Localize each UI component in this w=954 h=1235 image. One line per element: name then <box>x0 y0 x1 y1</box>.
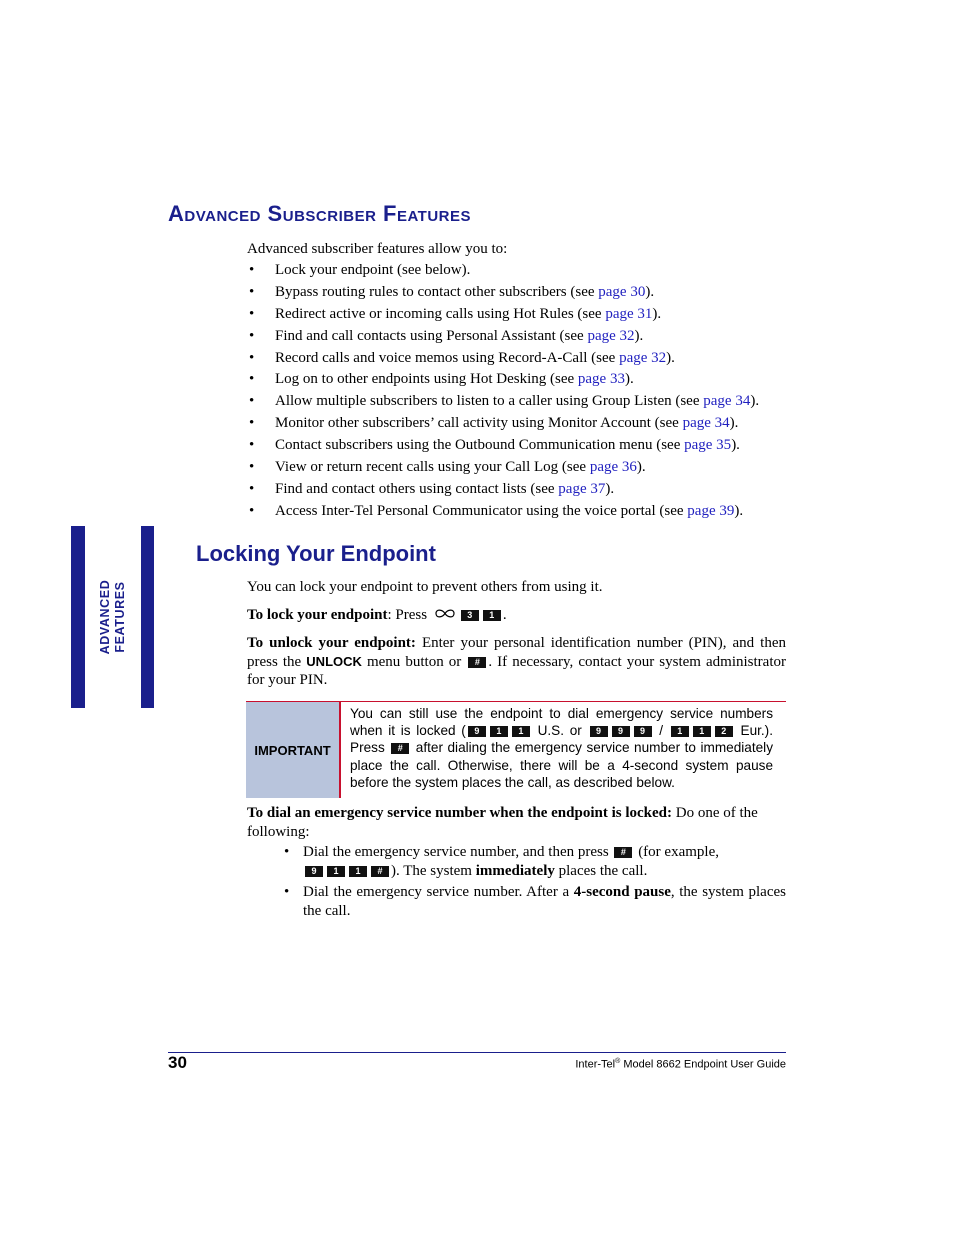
unlock-instruction: To unlock your endpoint: Enter your personal identification number (PIN), and then press the UNLOCK menu button or # . If necessary, contact your system administrator for your PIN. <box>247 635 786 688</box>
emergency-label: To dial an emergency service number when the endpoint is locked: <box>247 805 673 821</box>
key-9: 9 <box>468 726 486 737</box>
list-item: • Contact subscribers using the Outbound Communication menu (see page 35). <box>247 435 759 457</box>
important-label: IMPORTANT <box>246 702 339 798</box>
key-1: 1 <box>693 726 711 737</box>
locking-intro: You can lock your endpoint to prevent others from using it. <box>247 579 603 595</box>
emergency-options <box>280 843 786 923</box>
feature-list <box>247 260 759 523</box>
unlock-label: To unlock your endpoint: <box>247 635 416 651</box>
key-1: 1 <box>512 726 530 737</box>
list-item: • Redirect active or incoming calls using Hot Rules (see page 31). <box>247 304 759 326</box>
page-link[interactable]: page 33 <box>577 371 625 388</box>
side-tab-inner <box>85 526 141 708</box>
list-item: • Find and call contacts using Personal Assistant (see page 32). <box>247 326 759 348</box>
key-9: 9 <box>634 726 652 737</box>
side-tab-line1: ADVANCED <box>98 579 112 655</box>
page-link[interactable]: page 32 <box>619 349 667 366</box>
side-tab-label <box>98 580 128 655</box>
key-1: 1 <box>327 866 345 877</box>
feature-key-icon <box>433 608 457 619</box>
list-item: • Find and contact others using contact lists (see page 37). <box>247 479 759 501</box>
list-item: • Bypass routing rules to contact other subscribers (see page 30). <box>247 282 759 304</box>
important-divider <box>339 702 341 798</box>
list-item: • Record calls and voice memos using Record-A-Call (see page 32). <box>247 348 759 370</box>
key-3: 3 <box>461 610 479 621</box>
page-number: 30 <box>168 1053 187 1072</box>
page-link[interactable]: page 36 <box>589 459 637 476</box>
key-1: 1 <box>490 726 508 737</box>
footer-title: Inter-Tel® Model 8662 Endpoint User Guide <box>575 1058 786 1071</box>
key-hash: # <box>468 657 486 668</box>
page-link[interactable]: page 30 <box>598 283 646 300</box>
list-item: • Monitor other subscribers’ call activity using Monitor Account (see page 34). <box>247 413 759 435</box>
key-hash: # <box>371 866 389 877</box>
emergency-instruction: To dial an emergency service number when the endpoint is locked: Do one of the following: <box>247 805 758 840</box>
important-note <box>246 701 786 798</box>
page-link[interactable]: page 39 <box>687 502 735 519</box>
list-item: • Dial the emergency service number, and then press # (for example, 9 1 1 # ). The system immediately places the call. <box>280 843 786 880</box>
page-link[interactable]: page 34 <box>703 393 751 410</box>
subsection-title: Locking Your Endpoint <box>196 541 436 566</box>
page-link[interactable]: page 34 <box>682 415 730 432</box>
unlock-softkey: UNLOCK <box>306 653 362 669</box>
list-item: • Dial the emergency service number. After a 4-second pause, the system places the call. <box>280 883 786 920</box>
side-tab-line2: FEATURES <box>113 581 127 653</box>
key-1: 1 <box>671 726 689 737</box>
intro-text: Advanced subscriber features allow you to: <box>247 241 508 257</box>
list-item: • Log on to other endpoints using Hot Desking (see page 33). <box>247 369 759 391</box>
key-9: 9 <box>612 726 630 737</box>
list-item: • Allow multiple subscribers to listen to a caller using Group Listen (see page 34). <box>247 391 759 413</box>
page-link[interactable]: page 37 <box>558 480 606 497</box>
key-9: 9 <box>305 866 323 877</box>
footer-rule <box>168 1052 786 1053</box>
lock-instruction: To lock your endpoint: Press 3 1 . <box>247 607 507 623</box>
page-link[interactable]: page 35 <box>684 437 732 454</box>
side-tab <box>71 526 154 708</box>
section-title: Advanced Subscriber Features <box>168 201 472 226</box>
key-1: 1 <box>349 866 367 877</box>
key-2: 2 <box>715 726 733 737</box>
list-item: • Lock your endpoint (see below). <box>247 260 759 282</box>
list-item: • View or return recent calls using your Call Log (see page 36). <box>247 457 759 479</box>
page-link[interactable]: page 32 <box>587 327 635 344</box>
list-item: • Access Inter-Tel Personal Communicator using the voice portal (see page 39). <box>247 501 759 523</box>
key-9: 9 <box>590 726 608 737</box>
key-hash: # <box>614 847 632 858</box>
lock-label: To lock your endpoint <box>247 607 388 623</box>
important-text: You can still use the endpoint to dial emergency service numbers when it is locked ( 9 1 1 U.S. or 9 9 9 / 1 1 2 Eur.). Press # after dialing the emergency service number to immediately place the call. Otherwise, there will be a 4-second system pause before the system places the call, as described below. <box>350 706 773 790</box>
page-link[interactable]: page 31 <box>605 305 653 322</box>
key-1: 1 <box>483 610 501 621</box>
key-hash: # <box>391 743 409 754</box>
